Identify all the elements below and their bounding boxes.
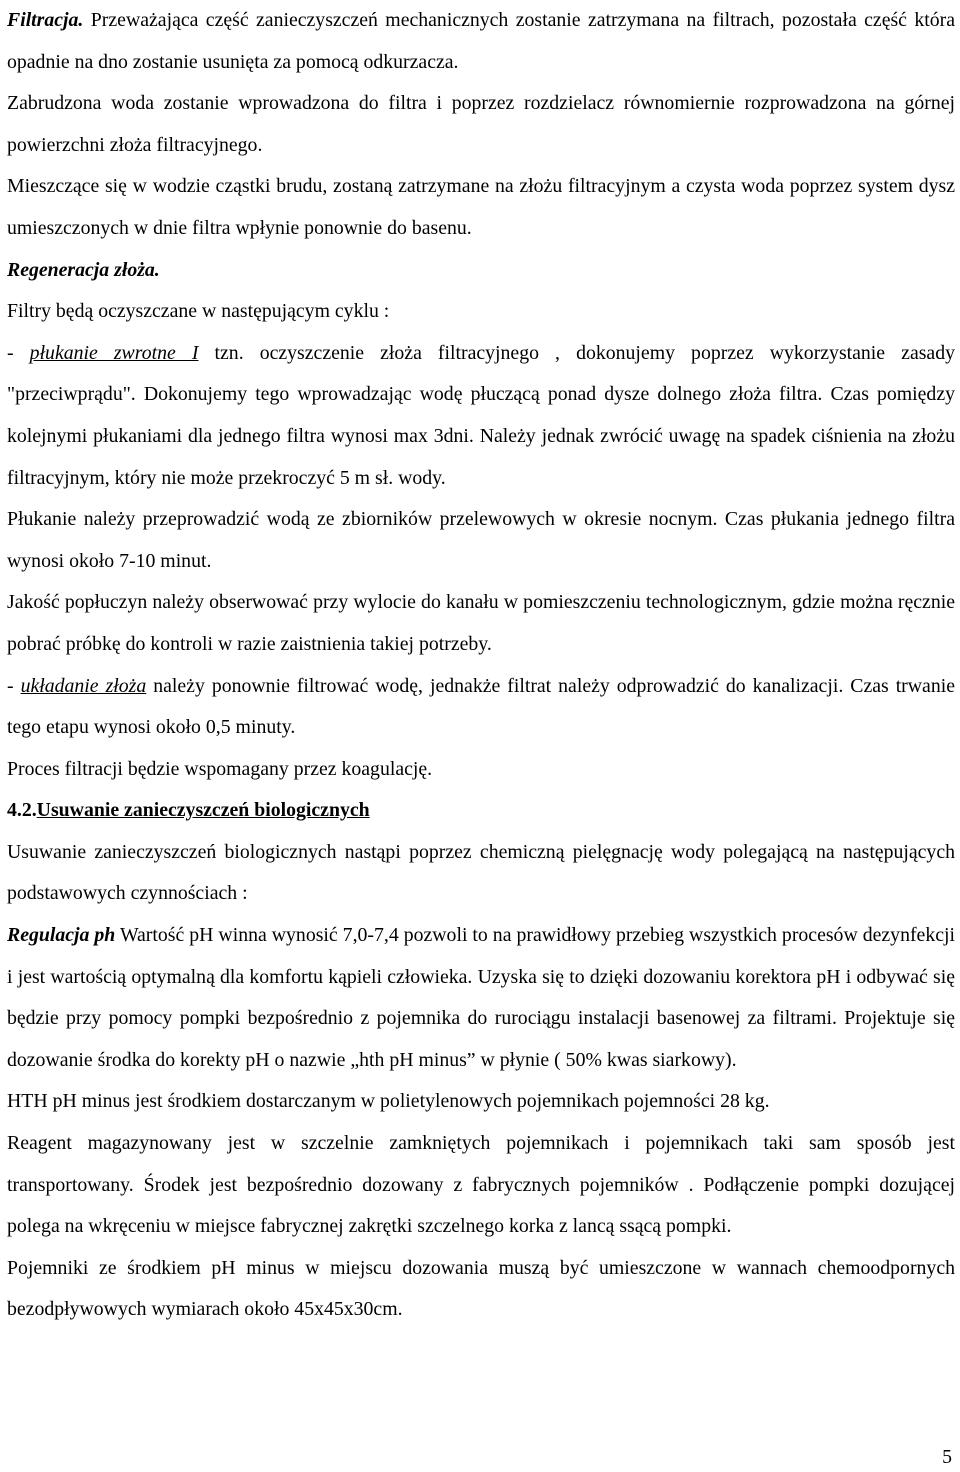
paragraph-czas-plukania: Płukanie należy przeprowadzić wodą ze zbiorników przelewowych w okresie nocnym. Czas płukania jednego filtra wynosi około 7-10 minut. bbox=[7, 508, 955, 572]
document-page bbox=[7, 0, 955, 1331]
paragraph-regulacja bbox=[7, 915, 955, 1081]
section-regeneracja bbox=[7, 250, 955, 292]
page-number: 5 bbox=[942, 1446, 952, 1468]
term-plukanie: płukanie zwrotne I bbox=[29, 341, 199, 364]
paragraph-filtracja bbox=[7, 0, 955, 83]
paragraph-text: Przeważająca część zanieczyszczeń mechanicznych zostanie zatrzymana na filtrach, pozostała część która opadnie na dno zostanie usunięta za pomocą odkurzacza. bbox=[7, 9, 955, 73]
paragraph-reagent: Reagent magazynowany jest w szczelnie zamkniętych pojemnikach i pojemnikach taki sam sposób jest transportowany. Środek jest bezpośrednio dozowany z fabrycznych pojemników . Podłączenie pompki dozującej polega na wkręceniu w miejsce fabrycznej zakrętki szczelnego korka z lancą ssącą pompki. bbox=[7, 1132, 955, 1238]
paragraph-pojemniki: Pojemniki ze środkiem pH minus w miejscu dozowania muszą być umieszczone w wannach chemoodpornych bezodpływowych wymiarach około 45x45x30cm. bbox=[7, 1256, 955, 1321]
section-heading bbox=[7, 790, 955, 832]
paragraph-text: należy ponownie filtrować wodę, jednakże filtrat należy odprowadzić do kanalizacji. Czas trwanie tego etapu wynosi około 0,5 minuty. bbox=[7, 674, 956, 739]
section-title: Usuwanie zanieczyszczeń biologicznych bbox=[36, 799, 370, 822]
paragraph-hth: HTH pH minus jest środkiem dostarczanym w polietylenowych pojemnikach pojemności 28 kg. bbox=[7, 1090, 770, 1113]
term-regulacja: Regulacja ph bbox=[7, 924, 116, 947]
dash: - bbox=[7, 674, 21, 697]
paragraph-text: tzn. oczyszczenie złoża filtracyjnego , dokonujemy poprzez wykorzystanie zasady "przeciwprądu". Dokonujemy tego wprowadzając wodę płuczącą ponad dysze dolnego złoża filtra. Czas pomiędzy kolejnymi płukaniami dla jednego filtra wynosi max 3dni. Należy jednak zwrócić uwagę na spadek ciśnienia na złożu filtracyjnym, który nie może przekroczyć 5 m sł. wody. bbox=[7, 341, 955, 489]
paragraph-ukladanie bbox=[7, 666, 955, 749]
subheading: Regeneracja złoża. bbox=[7, 258, 160, 281]
term-filtracja: Filtracja. bbox=[7, 9, 84, 31]
paragraph-mieszczace: Mieszczące się w wodzie cząstki brudu, zostaną zatrzymane na złożu filtracyjnym a czysta woda poprzez system dysz umieszczonych w dnie filtra wpłynie ponownie do basenu. bbox=[7, 175, 955, 239]
paragraph-jakosc: Jakość popłuczyn należy obserwować przy wylocie do kanału w pomieszczeniu technologicznym, gdzie można ręcznie pobrać próbkę do kontroli w razie zaistnienia takiej potrzeby. bbox=[7, 591, 955, 655]
term-ukladanie: układanie złoża bbox=[20, 674, 147, 697]
paragraph-cykl: Filtry będą oczyszczane w następującym cyklu : bbox=[7, 300, 390, 323]
dash: - bbox=[7, 341, 30, 364]
section-number: 4.2. bbox=[7, 799, 37, 822]
paragraph-koagulacja: Proces filtracji będzie wspomagany przez koagulację. bbox=[7, 757, 433, 780]
paragraph-plukanie bbox=[7, 333, 955, 499]
paragraph-usuwanie: Usuwanie zanieczyszczeń biologicznych nastąpi poprzez chemiczną pielęgnację wody polegającą na następujących podstawowych czynnościach : bbox=[7, 840, 955, 905]
paragraph-zabrudzona: Zabrudzona woda zostanie wprowadzona do filtra i poprzez rozdzielacz równomiernie rozprowadzona na górnej powierzchni złoża filtracyjnego. bbox=[7, 92, 955, 156]
paragraph-text: Wartość pH winna wynosić 7,0-7,4 pozwoli to na prawidłowy przebieg wszystkich procesów dezynfekcji i jest wartością optymalną dla komfortu kąpieli człowieka. Uzyska się to dzięki dozowaniu korektora pH i odbywać się będzie przy pomocy pompki bezpośrednio z pojemnika do rurociągu instalacji basenowej za filtrami. Projektuje się dozowanie środka do korekty pH o nazwie „hth pH minus” w płynie ( 50% kwas siarkowy). bbox=[7, 924, 955, 1071]
